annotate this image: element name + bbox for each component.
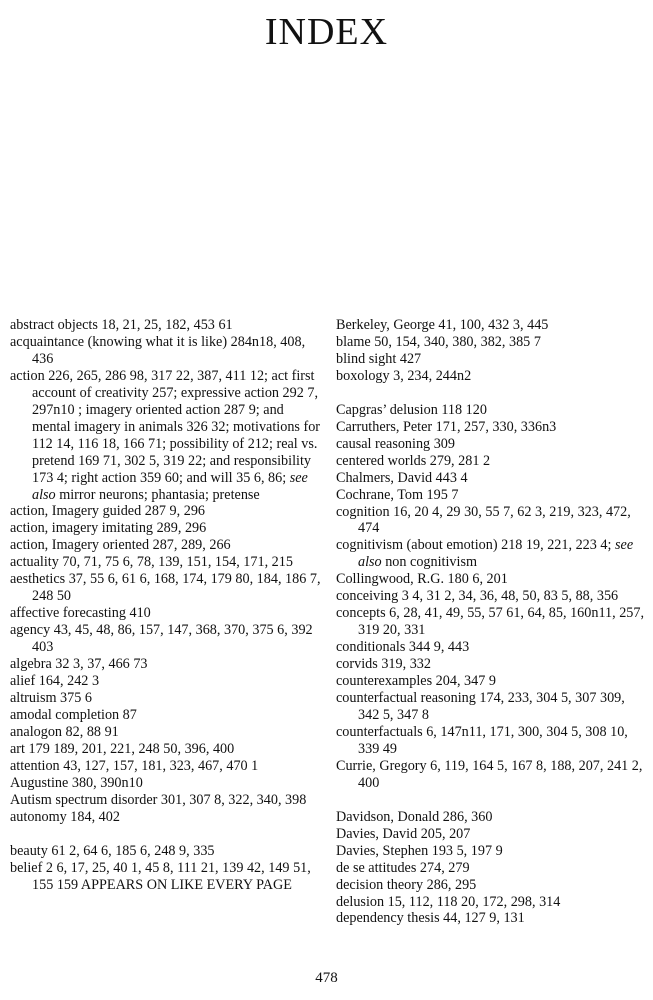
index-entry [336, 605, 648, 639]
entry-text: agency 43, 45, 48, 86, 157, 147, 368, 370, 375 6, 392 403 [10, 622, 313, 656]
entry-text: conditionals 344 9, 443 [336, 639, 470, 656]
entry-text: Capgras’ delusion 118 120 [336, 401, 487, 418]
entry-text: acquaintance (knowing what it is like) 284n18, 408, 436 [10, 333, 306, 367]
entry-text: art 179 189, 201, 221, 248 50, 396, 400 [10, 740, 235, 757]
entry-text: action, Imagery guided 287 9, 296 [10, 503, 206, 520]
index-entry [336, 368, 648, 385]
index-entry [336, 504, 648, 538]
entry-text: Davies, David 205, 207 [336, 825, 471, 842]
entry-text: analogon 82, 88 91 [10, 723, 119, 740]
index-entry [336, 656, 648, 673]
index-entry [10, 571, 322, 605]
entry-text: boxology 3, 234, 244n2 [336, 367, 472, 384]
index-entry [336, 809, 648, 826]
index-entry [336, 419, 648, 436]
index-entry [336, 571, 648, 588]
index-entry [336, 537, 648, 571]
entry-text: actuality 70, 71, 75 6, 78, 139, 151, 154, 171, 215 [10, 554, 293, 571]
entry-text: non cognitivism [381, 554, 478, 571]
entry-text: alief 164, 242 3 [10, 673, 100, 690]
index-entry [336, 894, 648, 911]
entry-text: cognitivism (about emotion) 218 19, 221, 223 4; [336, 537, 615, 554]
cross-reference-label: see also [32, 469, 308, 503]
entry-text: belief 2 6, 17, 25, 40 1, 45 8, 111 21, 139 42, 149 51, 155 159 APPEARS ON LIKE EVERY PAGE [10, 859, 311, 893]
entry-text: Carruthers, Peter 171, 257, 330, 336n3 [336, 418, 557, 435]
index-entry [336, 843, 648, 860]
index-column-left [10, 317, 322, 893]
entry-text: altruism 375 6 [10, 689, 92, 706]
index-entry [10, 809, 322, 826]
index-entry [10, 622, 322, 656]
index-entry [336, 860, 648, 877]
entry-text: concepts 6, 28, 41, 49, 55, 57 61, 64, 85, 160n11, 257, 319 20, 331 [336, 605, 645, 639]
entry-text: amodal completion 87 [10, 706, 137, 723]
index-column-right [336, 317, 648, 927]
index-entry [336, 690, 648, 724]
index-entry [336, 334, 648, 351]
entry-text: aesthetics 37, 55 6, 61 6, 168, 174, 179 80, 184, 186 7, 248 50 [10, 571, 321, 605]
index-entry [336, 470, 648, 487]
entry-text: Chalmers, David 443 4 [336, 469, 468, 486]
entry-text: attention 43, 127, 157, 181, 323, 467, 470 1 [10, 757, 259, 774]
index-entry [336, 639, 648, 656]
index-entry [10, 741, 322, 758]
index-entry [336, 402, 648, 419]
entry-text: cognition 16, 20 4, 29 30, 55 7, 62 3, 219, 323, 472, 474 [336, 503, 631, 537]
entry-text: mirror neurons; phantasia; pretense [55, 486, 260, 503]
index-entry [10, 537, 322, 554]
entry-text: affective forecasting 410 [10, 605, 151, 622]
index-entry [10, 673, 322, 690]
index-entry [10, 792, 322, 809]
index-entry [10, 775, 322, 792]
index-entry [336, 487, 648, 504]
index-entry [10, 554, 322, 571]
index-entry [10, 724, 322, 741]
page-title: INDEX [264, 11, 389, 53]
index-entry [10, 758, 322, 775]
entry-text: Davies, Stephen 193 5, 197 9 [336, 842, 503, 859]
entry-text: counterexamples 204, 347 9 [336, 673, 496, 690]
entry-text: blind sight 427 [336, 350, 422, 367]
entry-text: causal reasoning 309 [336, 435, 455, 452]
entry-text: centered worlds 279, 281 2 [336, 452, 491, 469]
index-entry [336, 910, 648, 927]
entry-text: beauty 61 2, 64 6, 185 6, 248 9, 335 [10, 842, 215, 859]
entry-text: algebra 32 3, 37, 466 73 [10, 656, 148, 673]
entry-text: de se attitudes 274, 279 [336, 859, 470, 876]
entry-text: Berkeley, George 41, 100, 432 3, 445 [336, 317, 549, 333]
entry-text: counterfactuals 6, 147n11, 171, 300, 304 5, 308 10, 339 49 [336, 723, 628, 757]
cross-reference-label: see also [358, 537, 634, 571]
entry-text: Augustine 380, 390n10 [10, 774, 143, 791]
index-entry [10, 334, 322, 368]
index-entry [336, 826, 648, 843]
entry-text: decision theory 286, 295 [336, 876, 477, 893]
index-entry [336, 588, 648, 605]
section-gap [336, 792, 648, 809]
entry-text: corvids 319, 332 [336, 656, 431, 673]
section-gap [10, 826, 322, 843]
entry-text: action, imagery imitating 289, 296 [10, 520, 207, 537]
index-entry [336, 724, 648, 758]
entry-text: Collingwood, R.G. 180 6, 201 [336, 571, 508, 588]
entry-text: counterfactual reasoning 174, 233, 304 5, 307 309, 342 5, 347 8 [336, 690, 625, 723]
entry-text: Davidson, Donald 286, 360 [336, 808, 493, 825]
entry-text: delusion 15, 112, 118 20, 172, 298, 314 [336, 893, 561, 910]
index-entry [10, 317, 322, 334]
index-entry [10, 707, 322, 724]
entry-text: action 226, 265, 286 98, 317 22, 387, 411 12; act first account of creativity 257; expressive action 292 7, 297n10 ; imagery oriented action 287 9; and mental imagery in animals 326 32; motivations for 112 14, 116 18, 166 71; possibility of 212; real vs. pretend 169 71, 302 5, 319 22; and responsibility 173 4; right action 359 60; and will 35 6, 86; [10, 367, 321, 486]
index-entry [336, 758, 648, 792]
entry-text: Cochrane, Tom 195 7 [336, 486, 459, 503]
entry-text: conceiving 3 4, 31 2, 34, 36, 48, 50, 83 5, 88, 356 [336, 588, 619, 605]
index-entry [336, 317, 648, 334]
index-entry [10, 860, 322, 894]
section-gap [336, 385, 648, 402]
entry-text: blame 50, 154, 340, 380, 382, 385 7 [336, 333, 541, 350]
index-entry [10, 368, 322, 504]
entry-text: abstract objects 18, 21, 25, 182, 453 61 [10, 317, 233, 333]
index-entry [10, 520, 322, 537]
page-number: 478 [315, 970, 338, 986]
index-entry [10, 656, 322, 673]
entry-text: dependency thesis 44, 127 9, 131 [336, 910, 525, 927]
index-entry [10, 503, 322, 520]
index-entry [10, 690, 322, 707]
index-entry [336, 351, 648, 368]
index-entry [336, 673, 648, 690]
index-entry [10, 843, 322, 860]
entry-text: Currie, Gregory 6, 119, 164 5, 167 8, 188, 207, 241 2, 400 [336, 757, 643, 791]
index-entry [336, 436, 648, 453]
entry-text: action, Imagery oriented 287, 289, 266 [10, 537, 231, 554]
entry-text: Autism spectrum disorder 301, 307 8, 322, 340, 398 [10, 791, 307, 808]
index-entry [336, 453, 648, 470]
index-entry [10, 605, 322, 622]
entry-text: autonomy 184, 402 [10, 808, 120, 825]
index-entry [336, 877, 648, 894]
